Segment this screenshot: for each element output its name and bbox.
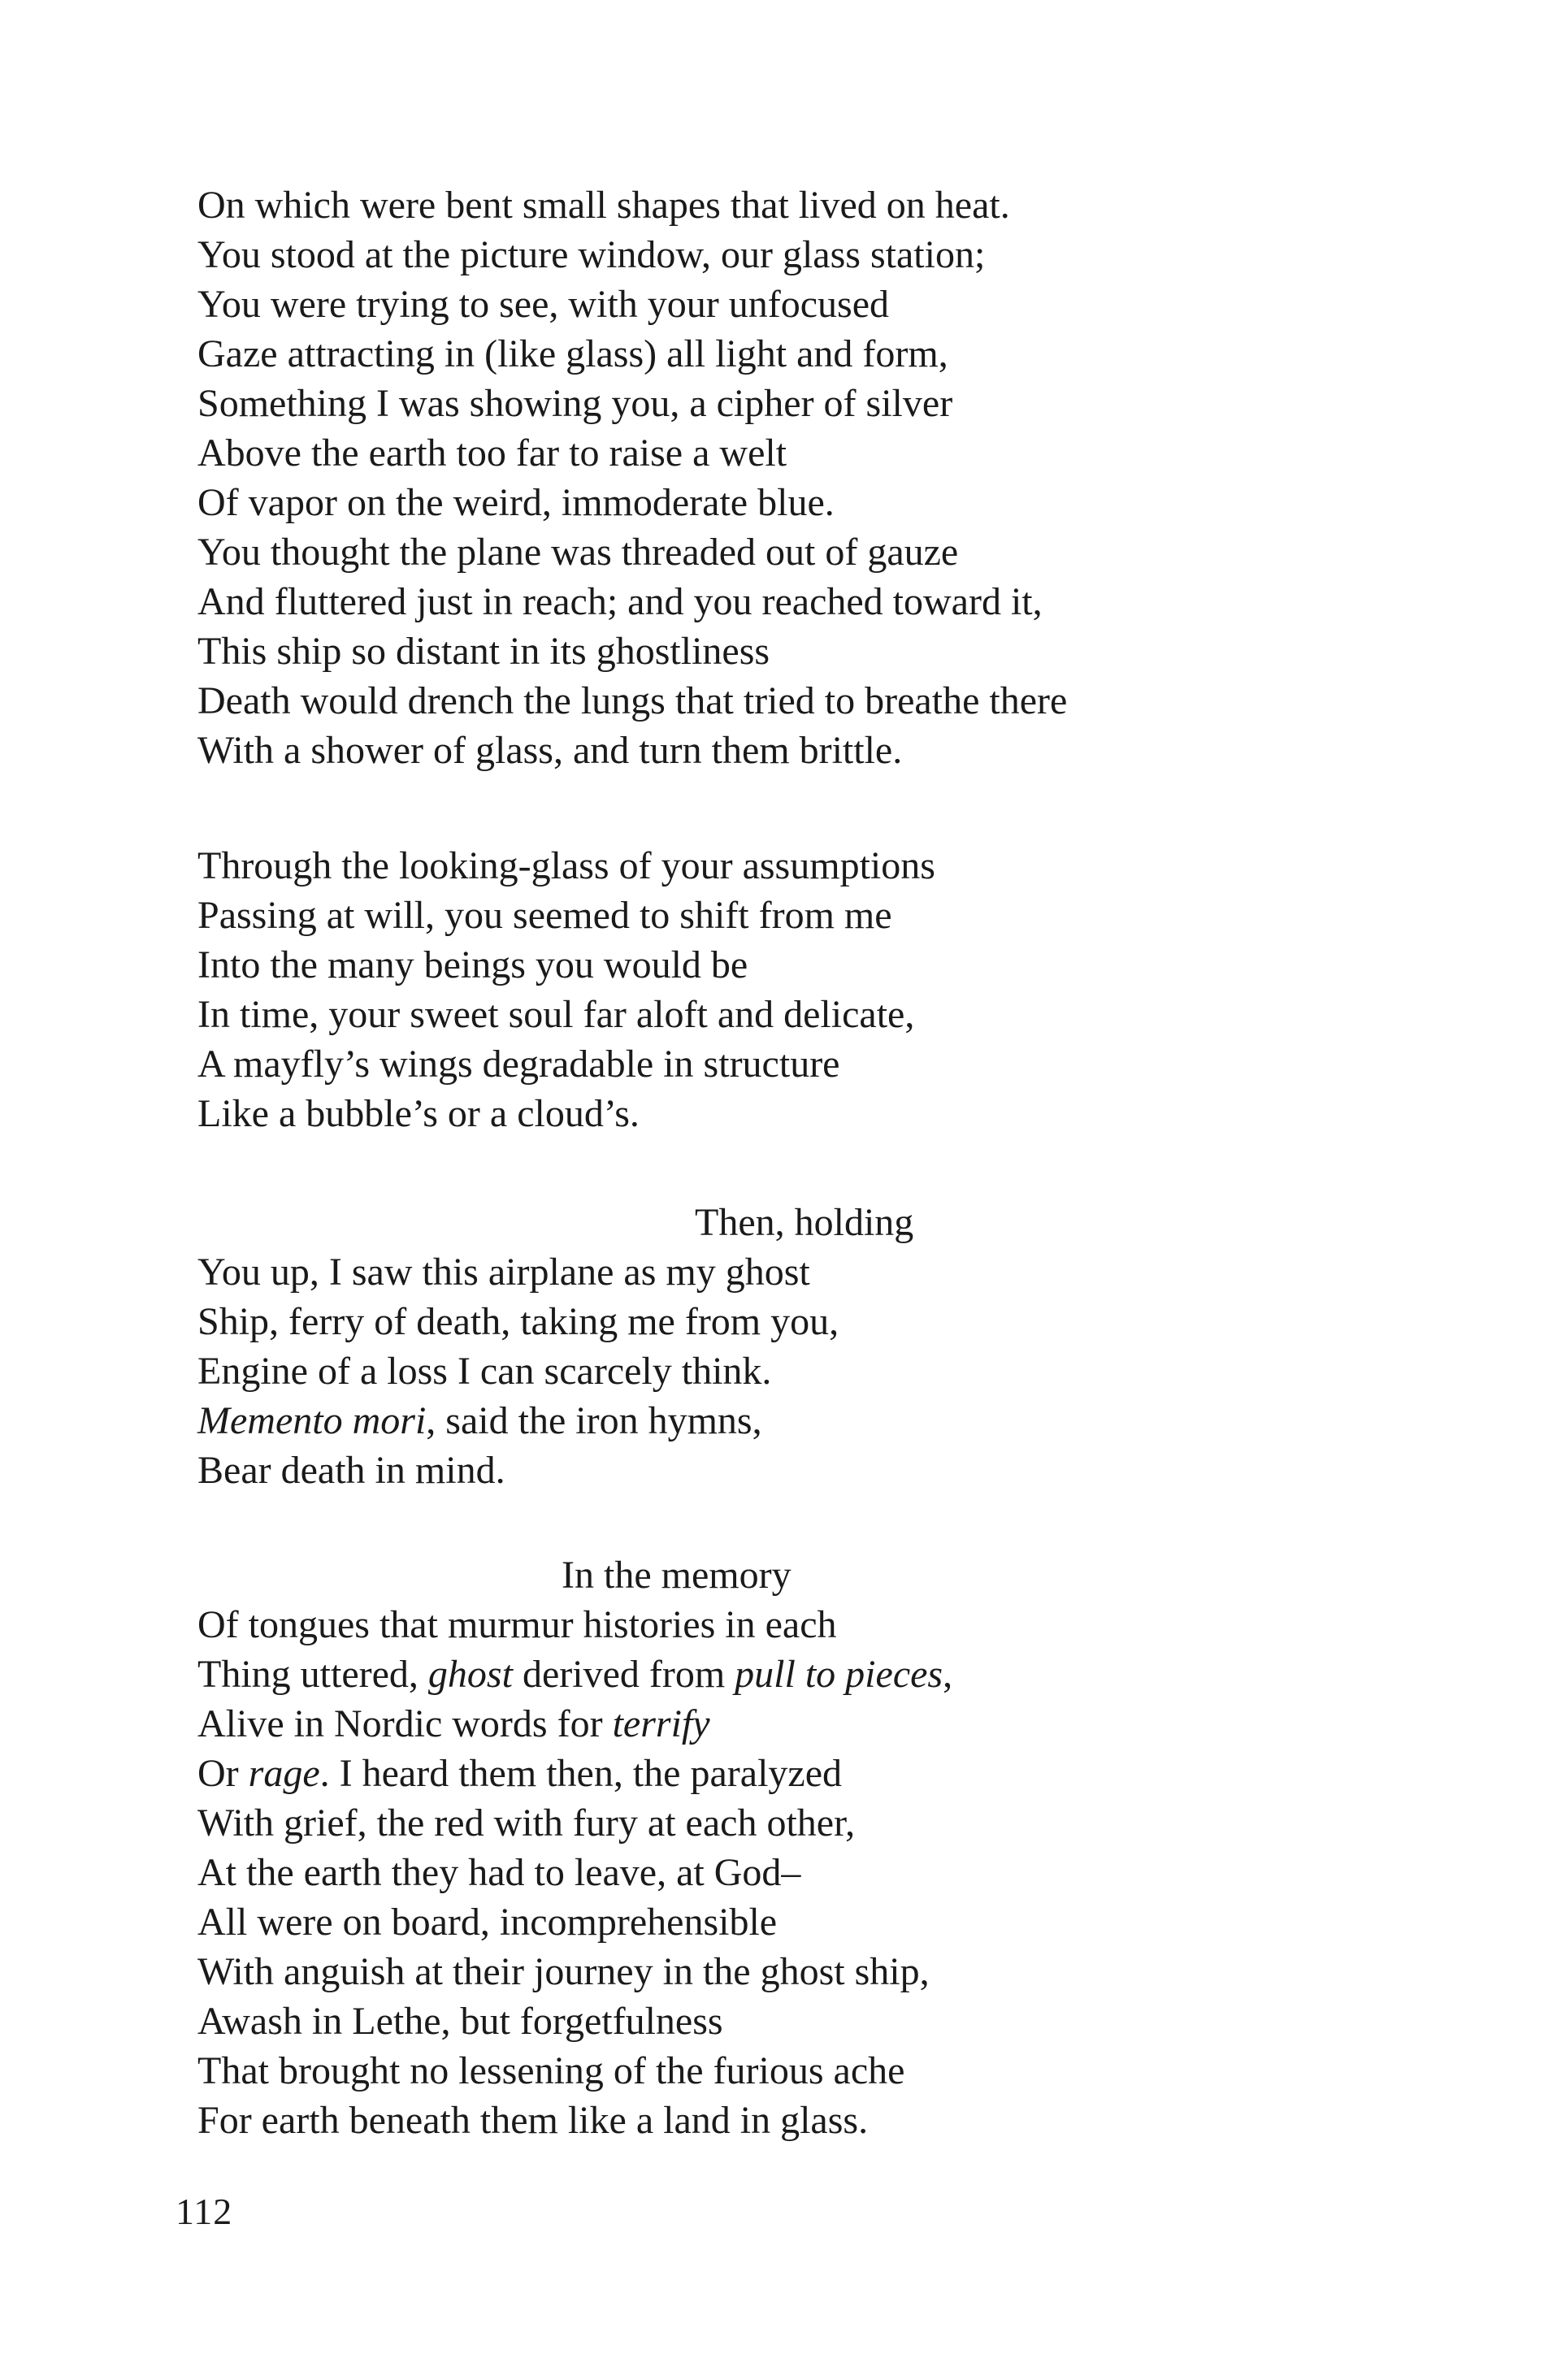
italic-phrase: pull to pieces (735, 1653, 943, 1696)
poem-line: Ship, ferry of death, taking me from you, (197, 1300, 839, 1343)
italic-phrase: Memento mori (197, 1399, 427, 1442)
poem-line: With anguish at their journey in the ghost ship, (197, 1950, 930, 1993)
italic-word: ghost (427, 1653, 513, 1696)
poem-line: Above the earth too far to raise a welt (197, 431, 787, 475)
poem-line: With a shower of glass, and turn them brittle. (197, 729, 903, 772)
line-text: , said the iron hymns, (426, 1399, 762, 1442)
line-text: Or (197, 1752, 249, 1795)
stanza-2 (197, 841, 935, 1138)
poem-line (197, 1396, 913, 1446)
poem-line: For earth beneath them like a land in glass. (197, 2099, 869, 2142)
stanza-1 (197, 180, 1067, 775)
poem-line: You up, I saw this airplane as my ghost (197, 1251, 810, 1294)
poem-line: Passing at will, you seemed to shift from me (197, 894, 892, 937)
poem-line: You were trying to see, with your unfocused (197, 283, 889, 326)
poem-line (197, 1650, 952, 1699)
poem-line: You stood at the picture window, our glass station; (197, 233, 986, 276)
poem-line: Of vapor on the weird, immoderate blue. (197, 481, 835, 524)
italic-word: terrify (612, 1702, 710, 1745)
dropped-line: In the memory (562, 1554, 792, 1597)
poem-line: With grief, the red with fury at each other, (197, 1801, 856, 1845)
poem-line: In time, your sweet soul far aloft and delicate, (197, 993, 915, 1036)
poem-line: A mayfly’s wings degradable in structure (197, 1043, 840, 1086)
poem-line (197, 1749, 952, 1798)
stanza-4 (197, 1550, 952, 2145)
poem-line: And fluttered just in reach; and you reached toward it, (197, 580, 1043, 623)
poem-line: Of tongues that murmur histories in each (197, 1603, 837, 1646)
poem-line: This ship so distant in its ghostliness (197, 630, 770, 673)
line-text: Thing uttered, (197, 1653, 428, 1696)
line-text: , (943, 1653, 953, 1696)
poem-line (197, 1699, 952, 1749)
poem-line: Into the many beings you would be (197, 943, 748, 986)
poem-line: You thought the plane was threaded out of gauze (197, 531, 959, 574)
poem-line: Through the looking-glass of your assumptions (197, 844, 935, 887)
line-text: Alive in Nordic words for (197, 1702, 613, 1745)
poem-line: Like a bubble’s or a cloud’s. (197, 1092, 640, 1135)
poem-line: At the earth they had to leave, at God– (197, 1851, 801, 1894)
poem-line: On which were bent small shapes that lived on heat. (197, 184, 1010, 227)
poem-line: Gaze attracting in (like glass) all light and form, (197, 332, 948, 375)
line-text: . I heard them then, the paralyzed (319, 1752, 843, 1795)
poem-line: Engine of a loss I can scarcely think. (197, 1350, 772, 1393)
poem-line: Something I was showing you, a cipher of silver (197, 382, 953, 425)
poem-line: Death would drench the lungs that tried to breathe there (197, 679, 1068, 722)
italic-word: rage (248, 1752, 320, 1795)
dropped-line: Then, holding (695, 1201, 914, 1244)
page-number: 112 (176, 2191, 233, 2232)
line-text: derived from (512, 1653, 735, 1696)
poem-line: All were on board, incomprehensible (197, 1901, 778, 1944)
poem-line: That brought no lessening of the furious ache (197, 2049, 905, 2092)
poem-line: Awash in Lethe, but forgetfulness (197, 2000, 723, 2043)
poem-line: Bear death in mind. (197, 1449, 505, 1492)
stanza-3 (197, 1198, 913, 1495)
